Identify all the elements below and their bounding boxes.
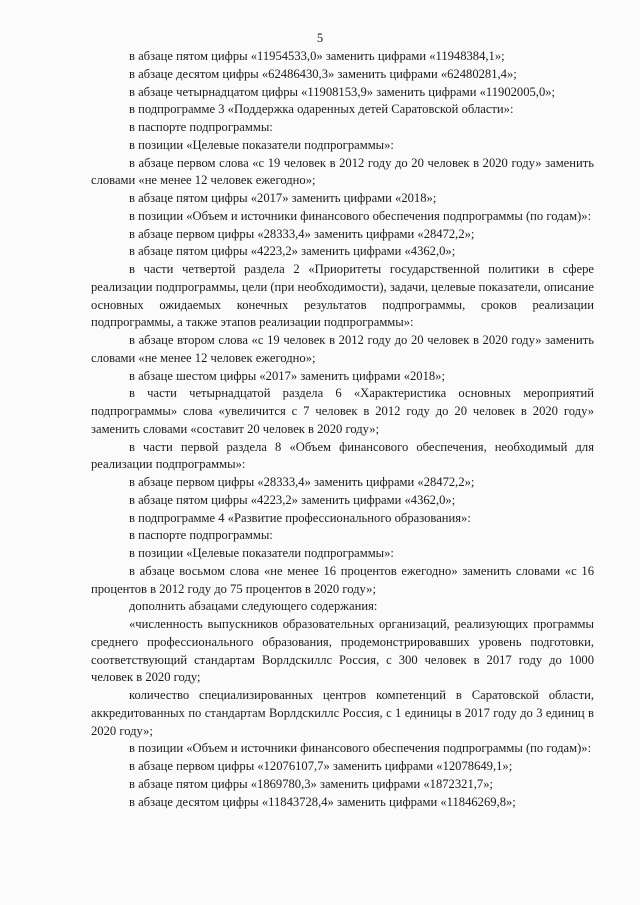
paragraph: в части первой раздела 8 «Объем финансового обеспечения, необходимый для реализации подпрограммы»: bbox=[91, 439, 594, 472]
paragraph: в абзаце восьмом слова «не менее 16 процентов ежегодно» заменить словами «с 16 процентов в 2012 году до 75 процентов в 2020 году»; bbox=[91, 563, 594, 596]
document-body bbox=[91, 48, 594, 811]
paragraph: в части четырнадцатой раздела 6 «Характеристика основных мероприятий подпрограммы» слова «увеличится с 7 человек в 2012 году до 20 человек в 2020 году» заменить словами «составит 20 человек в 2020 году»; bbox=[91, 386, 594, 436]
paragraph: в абзаце первом цифры «12076107,7» заменить цифрами «12078649,1»; bbox=[129, 759, 513, 773]
paragraph: в абзаце пятом цифры «1869780,3» заменить цифрами «1872321,7»; bbox=[129, 776, 493, 791]
paragraph: в подпрограмме 3 «Поддержка одаренных детей Саратовской области»: bbox=[129, 102, 514, 117]
paragraph: в абзаце десятом цифры «62486430,3» заменить цифрами «62480281,4»; bbox=[129, 66, 517, 81]
paragraph: «численность выпускников образовательных организаций, реализующих программы среднего профессионального образования, продемонстрировавших уровень подготовки, соответствующий стандартам Ворлдскиллс Россия, с 300 человек в 2017 году до 1000 человек в 2020 году; bbox=[91, 617, 594, 685]
paragraph: в абзаце шестом цифры «2017» заменить цифрами «2018»; bbox=[129, 368, 445, 383]
paragraph: в абзаце четырнадцатом цифры «11908153,9» заменить цифрами «11902005,0»; bbox=[129, 84, 556, 99]
paragraph: в позиции «Целевые показатели подпрограммы»: bbox=[129, 546, 394, 560]
paragraph: количество специализированных центров компетенций в Саратовской области, аккредитованных по стандартам Ворлдскиллс Россия, с 1 единицы в 2017 году до 3 единиц в 2020 году»; bbox=[91, 688, 594, 738]
paragraph: в абзаце втором слова «с 19 человек в 2012 году до 20 человек в 2020 году» заменить словами «не менее 12 человек ежегодно»; bbox=[91, 333, 594, 365]
paragraph: в абзаце первом цифры «28333,4» заменить цифрами «28472,2»; bbox=[129, 226, 475, 241]
paragraph: в абзаце пятом цифры «4223,2» заменить цифрами «4362,0»; bbox=[129, 492, 456, 507]
paragraph: в позиции «Объем и источники финансового обеспечения подпрограммы (по годам)»: bbox=[129, 208, 592, 223]
paragraph: в паспорте подпрограммы: bbox=[129, 120, 273, 134]
paragraph: в абзаце пятом цифры «2017» заменить цифрами «2018»; bbox=[129, 191, 437, 205]
paragraph: дополнить абзацами следующего содержания: bbox=[129, 599, 378, 614]
paragraph: в подпрограмме 4 «Развитие профессионального образования»: bbox=[129, 510, 471, 525]
paragraph: в абзаце десятом цифры «11843728,4» заменить цифрами «11846269,8»; bbox=[129, 794, 516, 809]
paragraph: в позиции «Целевые показатели подпрограммы»: bbox=[129, 137, 394, 152]
paragraph: в абзаце первом цифры «28333,4» заменить цифрами «28472,2»; bbox=[129, 475, 475, 489]
paragraph: в абзаце пятом цифры «11954533,0» заменить цифрами «11948384,1»; bbox=[129, 49, 505, 63]
paragraph: в части четвертой раздела 2 «Приоритеты государственной политики в сфере реализации подпрограммы, цели (при необходимости), задачи, целевые показатели, описание основных ожидаемых конечных результатов подпрограммы, сроков реализации подпрограммы, а также этапов реализации подпрограммы»: bbox=[91, 262, 594, 330]
paragraph: в позиции «Объем и источники финансового обеспечения подпрограммы (по годам)»: bbox=[129, 741, 592, 756]
paragraph: в паспорте подпрограммы: bbox=[129, 528, 273, 543]
paragraph: в абзаце пятом цифры «4223,2» заменить цифрами «4362,0»; bbox=[129, 244, 456, 259]
page-number: 5 bbox=[316, 31, 324, 45]
paragraph: в абзаце первом слова «с 19 человек в 2012 году до 20 человек в 2020 году» заменить словами «не менее 12 человек ежегодно»; bbox=[91, 155, 594, 188]
